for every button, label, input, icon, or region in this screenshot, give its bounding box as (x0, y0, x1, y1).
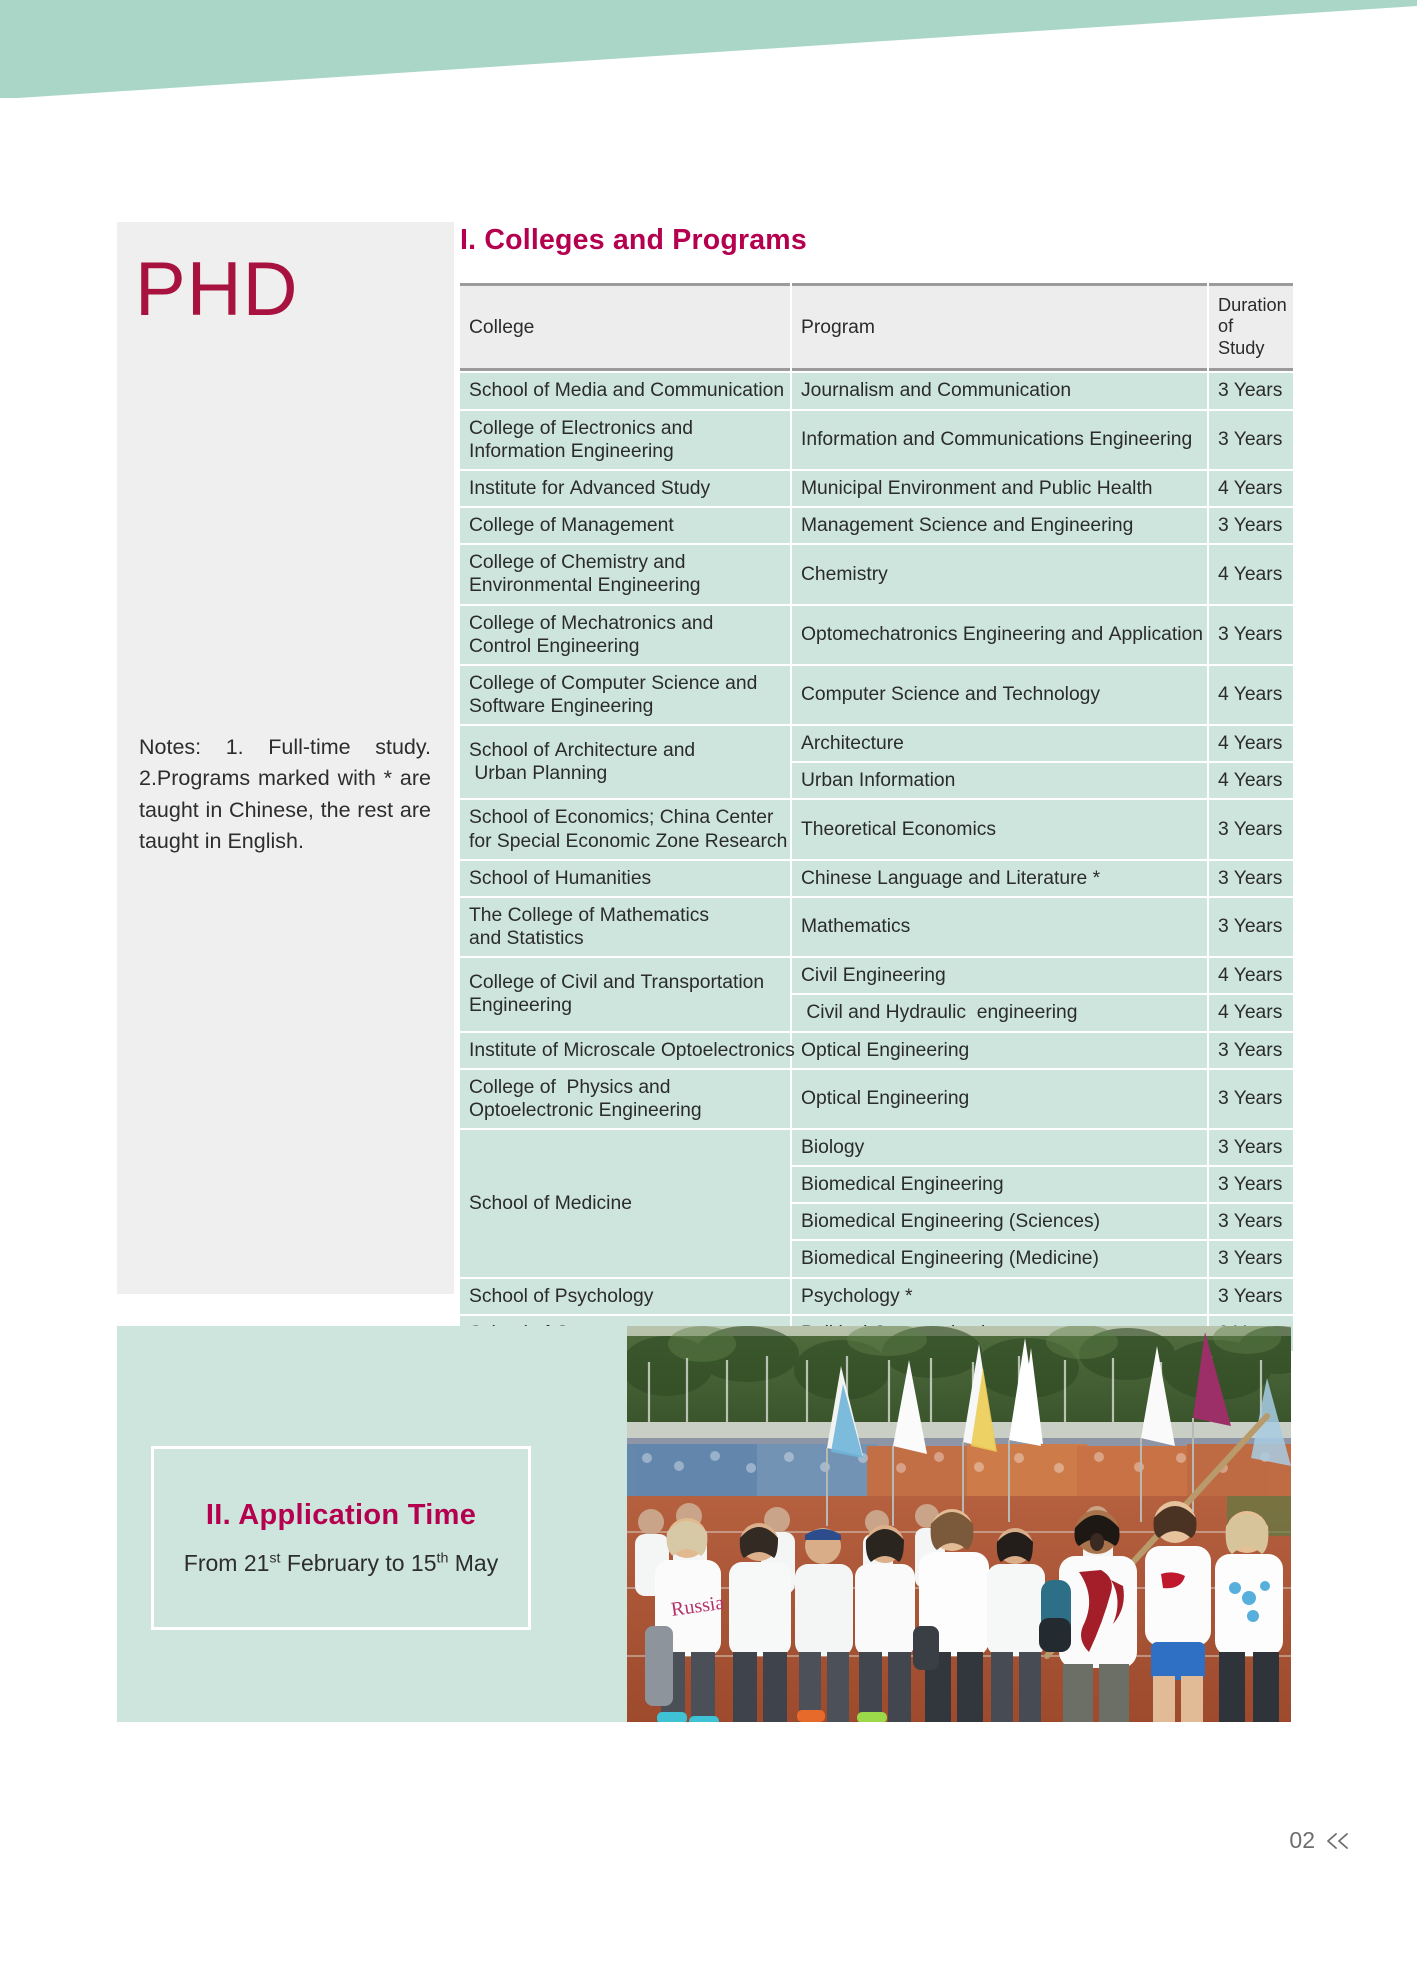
application-date-range (184, 1550, 498, 1577)
cell-college: College of Mechatronics and Control Engineering (460, 606, 790, 664)
date-middle: February to 15 (280, 1550, 437, 1576)
application-time-box (151, 1446, 531, 1630)
svg-text:Russia: Russia (669, 1591, 726, 1621)
cell-college: The College of Mathematics and Statistics (460, 898, 790, 956)
cell-duration: 3 Years (1209, 1204, 1293, 1239)
programs-table (458, 281, 1295, 1353)
cell-college: College of Computer Science and Software Engineering (460, 666, 790, 724)
cell-program: Biomedical Engineering (Medicine) (792, 1241, 1207, 1276)
cell-duration: 3 Years (1209, 508, 1293, 543)
cell-program: Mathematics (792, 898, 1207, 956)
degree-panel (117, 222, 454, 1294)
col-header-college: College (460, 283, 790, 371)
cell-duration: 4 Years (1209, 995, 1293, 1030)
cell-duration: 3 Years (1209, 800, 1293, 858)
cell-program: Biomedical Engineering (792, 1167, 1207, 1202)
cell-college: College of Electronics and Information Engineering (460, 411, 790, 469)
cell-duration: 3 Years (1209, 1033, 1293, 1068)
table-row (460, 373, 1293, 408)
cell-duration: 3 Years (1209, 861, 1293, 896)
table-row (460, 898, 1293, 956)
cell-duration: 3 Years (1209, 606, 1293, 664)
cell-duration: 3 Years (1209, 373, 1293, 408)
cell-program: Information and Communications Engineering (792, 411, 1207, 469)
cell-program: Theoretical Economics (792, 800, 1207, 858)
cell-college: School of Humanities (460, 861, 790, 896)
cell-college: School of Psychology (460, 1279, 790, 1314)
section-2-heading: II. Application Time (205, 1499, 477, 1531)
top-decorative-banner (0, 0, 1417, 120)
table-header-row (460, 283, 1293, 371)
cell-program: Municipal Environment and Public Health (792, 471, 1207, 506)
cell-program: Chinese Language and Literature * (792, 861, 1207, 896)
cell-college: School of Medicine (460, 1130, 790, 1277)
cell-program: Urban Information (792, 763, 1207, 798)
cell-duration: 3 Years (1209, 1241, 1293, 1276)
notes-text: Notes: 1. Full-time study. 2.Programs marked with * are taught in Chinese, the rest are taught in English. (139, 735, 431, 854)
cell-program: Psychology * (792, 1279, 1207, 1314)
cell-duration: 4 Years (1209, 726, 1293, 761)
cell-college: School of Economics; China Center for Special Economic Zone Research (460, 800, 790, 858)
col-header-duration-line2: of Study (1218, 316, 1265, 358)
table-row (460, 1130, 1293, 1165)
cell-program: Biology (792, 1130, 1207, 1165)
programs-table-wrapper (458, 281, 1291, 1353)
students-parade-photo (627, 1326, 1291, 1722)
cell-program: Biomedical Engineering (Sciences) (792, 1204, 1207, 1239)
cell-program: Architecture (792, 726, 1207, 761)
table-head (460, 283, 1293, 371)
col-header-duration-line1: Duration (1218, 295, 1287, 315)
cell-program: Computer Science and Technology (792, 666, 1207, 724)
page-footer (1289, 1827, 1352, 1854)
cell-duration: 3 Years (1209, 1167, 1293, 1202)
application-section (117, 1326, 1291, 1722)
page-number: 02 (1289, 1827, 1315, 1853)
degree-title: PHD (135, 247, 299, 332)
cell-program: Civil Engineering (792, 958, 1207, 993)
table-row (460, 508, 1293, 543)
cell-duration: 4 Years (1209, 471, 1293, 506)
cell-program: Optical Engineering (792, 1033, 1207, 1068)
table-row (460, 666, 1293, 724)
cell-college: College of Chemistry and Environmental Engineering (460, 545, 790, 603)
cell-program: Chemistry (792, 545, 1207, 603)
table-row (460, 471, 1293, 506)
cell-duration: 4 Years (1209, 958, 1293, 993)
cell-college: School of Media and Communication (460, 373, 790, 408)
cell-duration: 4 Years (1209, 666, 1293, 724)
cell-college: Institute of Microscale Optoelectronics (460, 1033, 790, 1068)
date-ordinal-2: th (436, 1550, 449, 1567)
cell-program: Optomechatronics Engineering and Application (792, 606, 1207, 664)
cell-college: College of Civil and Transportation Engineering (460, 958, 790, 1030)
cell-duration: 3 Years (1209, 411, 1293, 469)
table-row (460, 800, 1293, 858)
banner-shape (0, 0, 1417, 98)
date-ordinal-1: st (269, 1550, 281, 1567)
table-row (460, 1033, 1293, 1068)
cell-program: Optical Engineering (792, 1070, 1207, 1128)
table-row (460, 606, 1293, 664)
cell-program: Management Science and Engineering (792, 508, 1207, 543)
table-row (460, 861, 1293, 896)
table-row (460, 411, 1293, 469)
cell-college: College of Physics and Optoelectronic Engineering (460, 1070, 790, 1128)
cell-duration: 3 Years (1209, 898, 1293, 956)
table-body (460, 373, 1293, 1351)
col-header-duration (1209, 283, 1293, 371)
col-header-program: Program (792, 283, 1207, 371)
double-chevron-left-icon (1324, 1831, 1352, 1851)
cell-program: Civil and Hydraulic engineering (792, 995, 1207, 1030)
cell-duration: 3 Years (1209, 1070, 1293, 1128)
cell-college: School of Architecture and Urban Planning (460, 726, 790, 798)
cell-duration: 4 Years (1209, 545, 1293, 603)
cell-college: College of Management (460, 508, 790, 543)
cell-college: Institute for Advanced Study (460, 471, 790, 506)
table-row (460, 545, 1293, 603)
table-row (460, 1279, 1293, 1314)
cell-duration: 3 Years (1209, 1130, 1293, 1165)
table-row (460, 726, 1293, 761)
cell-program: Journalism and Communication (792, 373, 1207, 408)
section-1-heading: I. Colleges and Programs (460, 224, 807, 256)
table-row (460, 958, 1293, 993)
cell-duration: 4 Years (1209, 763, 1293, 798)
cell-duration: 3 Years (1209, 1279, 1293, 1314)
date-prefix: From 21 (183, 1550, 270, 1576)
date-suffix: May (448, 1550, 499, 1576)
table-row (460, 1070, 1293, 1128)
